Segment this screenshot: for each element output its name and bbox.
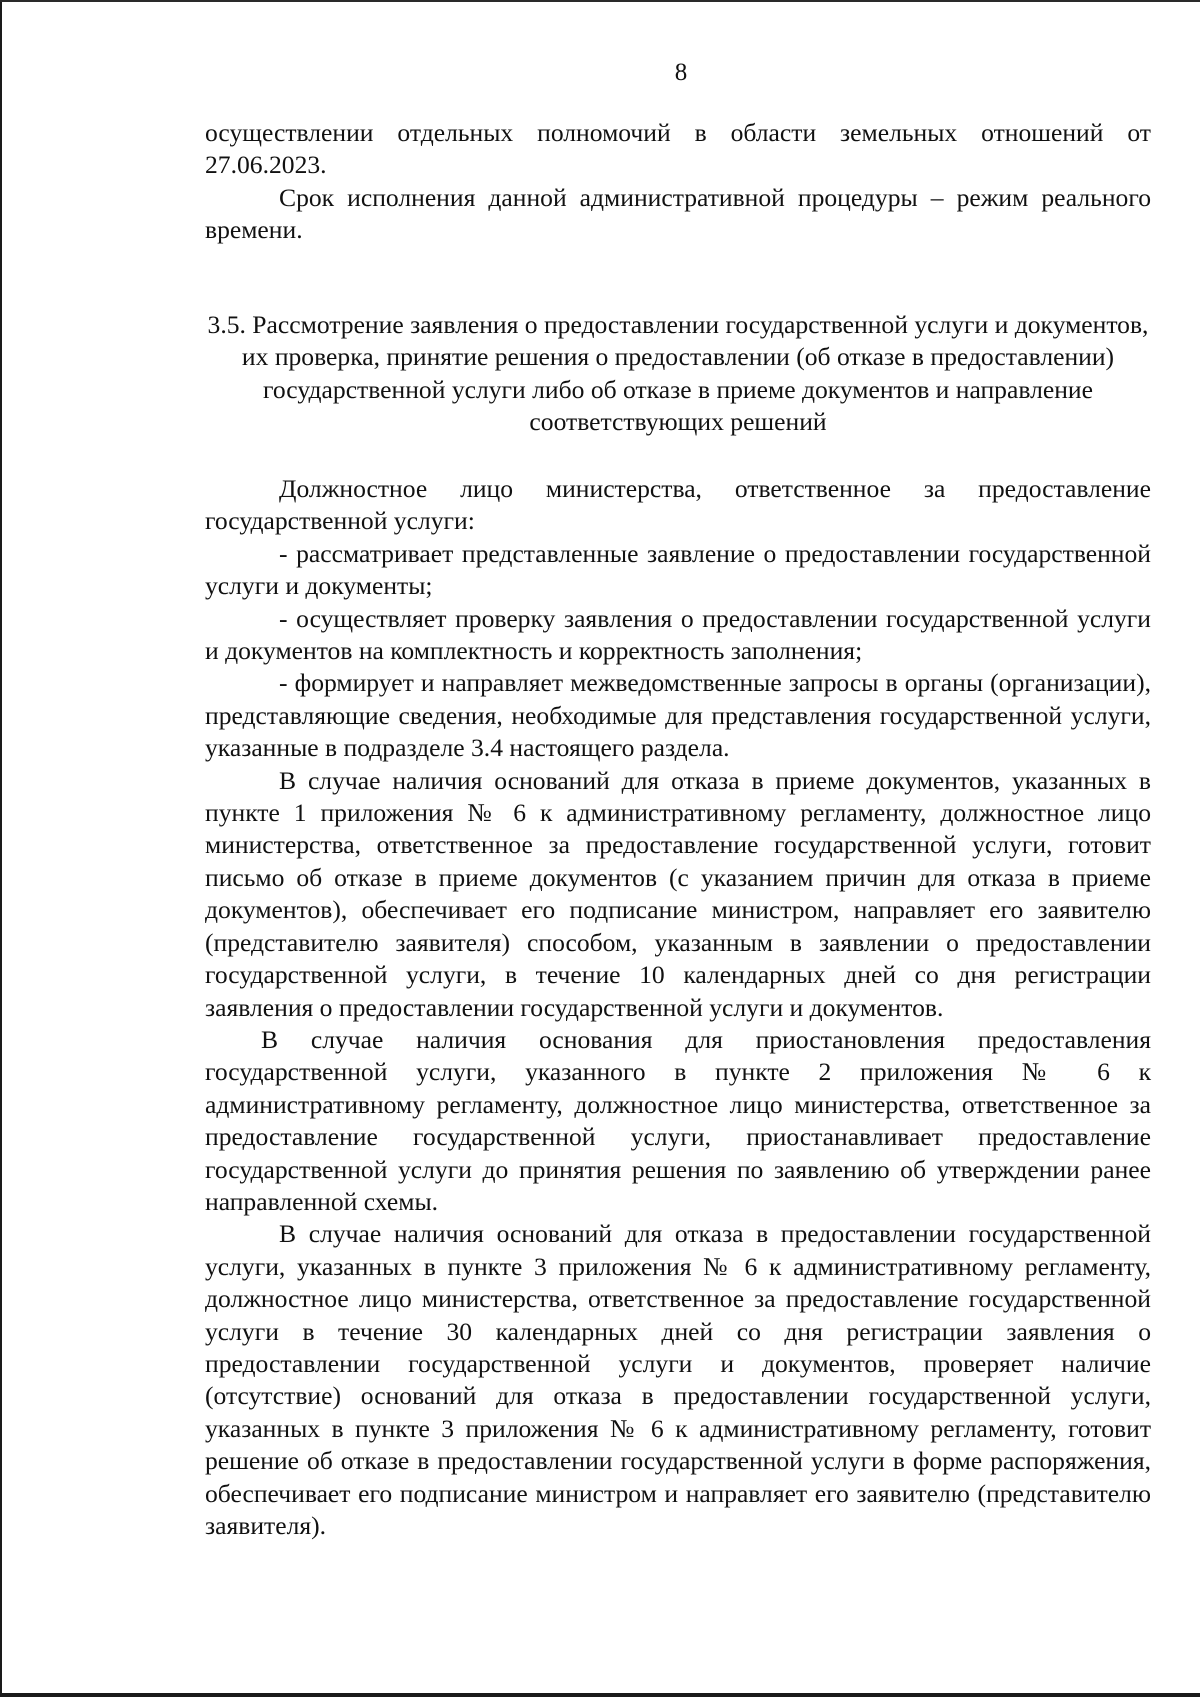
- intro-continuation-paragraph: осуществлении отдельных полномочий в области земельных отношений от 27.06.2023.: [205, 118, 1151, 180]
- page-number: 8: [674, 59, 688, 86]
- section-heading: 3.5. Рассмотрение заявления о предоставлении государственной услуги и документов, их проверка, принятие решения о предоставлении (об отказе в предоставлении) государственной услуги либо об отказе в приеме документов и направление соответствующих решений: [207, 310, 1149, 437]
- paragraph-item-requests: - формирует и направляет межведомственные запросы в органы (организации), представляющие сведения, необходимые для представления государственной услуги, указанные в подразделе 3.4 настоящего раздела.: [205, 668, 1151, 763]
- page-number-row: [0, 58, 1200, 88]
- paragraph-item-check: - осуществляет проверку заявления о предоставлении государственной услуги и документов на комплектность и корректность заполнения;: [205, 603, 1151, 666]
- paragraph-refusal-acceptance: В случае наличия оснований для отказа в приеме документов, указанных в пункте 1 приложения № 6 к административному регламенту, должностное лицо министерства, ответственное за предоставление государственной услуги, готовит письмо об отказе в приеме документов (с указанием причин для отказа в приеме документов), обеспечивает его подписание министром, направляет его заявителю (представителю заявителя) способом, указанным в заявлении о предоставлении государственной услуги, в течение 10 календарных дней со дня регистрации заявления о предоставлении государственной услуги и документов.: [205, 765, 1151, 1022]
- paragraph-suspension: В случае наличия основания для приостановления предоставления государственной услуги, указанного в пункте 2 приложения № 6 к административному регламенту, должностное лицо министерства, ответственное за предоставление государственной услуги, приостанавливает предоставление государственной услуги до принятия решения по заявлению об утверждении ранее направленной схемы.: [205, 1024, 1151, 1216]
- scan-edge-left: [0, 0, 2, 1697]
- section-body: [205, 473, 1151, 1542]
- scan-edge-top: [0, 0, 1200, 2]
- intro-deadline-paragraph: Срок исполнения данной административной процедуры – режим реального времени.: [205, 182, 1151, 245]
- paragraph-responsible-official: Должностное лицо министерства, ответственное за предоставление государственной услуги:: [205, 474, 1151, 536]
- paragraph-item-review: - рассматривает представленные заявление о предоставлении государственной услуги и документы;: [205, 538, 1151, 601]
- paragraph-refusal-service: В случае наличия оснований для отказа в предоставлении государственной услуги, указанных в пункте 3 приложения № 6 к административному регламенту, должностное лицо министерства, ответственное за предоставление государственной услуги в течение 30 календарных дней со дня регистрации заявления о предоставлении государственной услуги и документов, проверяет наличие (отсутствие) оснований для отказа в предоставлении государственной услуги, указанных в пункте 3 приложения № 6 к административному регламенту, готовит решение об отказе в предоставлении государственной услуги в форме распоряжения, обеспечивает его подписание министром и направляет его заявителю (представителю заявителя).: [205, 1219, 1151, 1540]
- scan-edge-bottom: [0, 1693, 1200, 1697]
- intro-block: [205, 117, 1151, 247]
